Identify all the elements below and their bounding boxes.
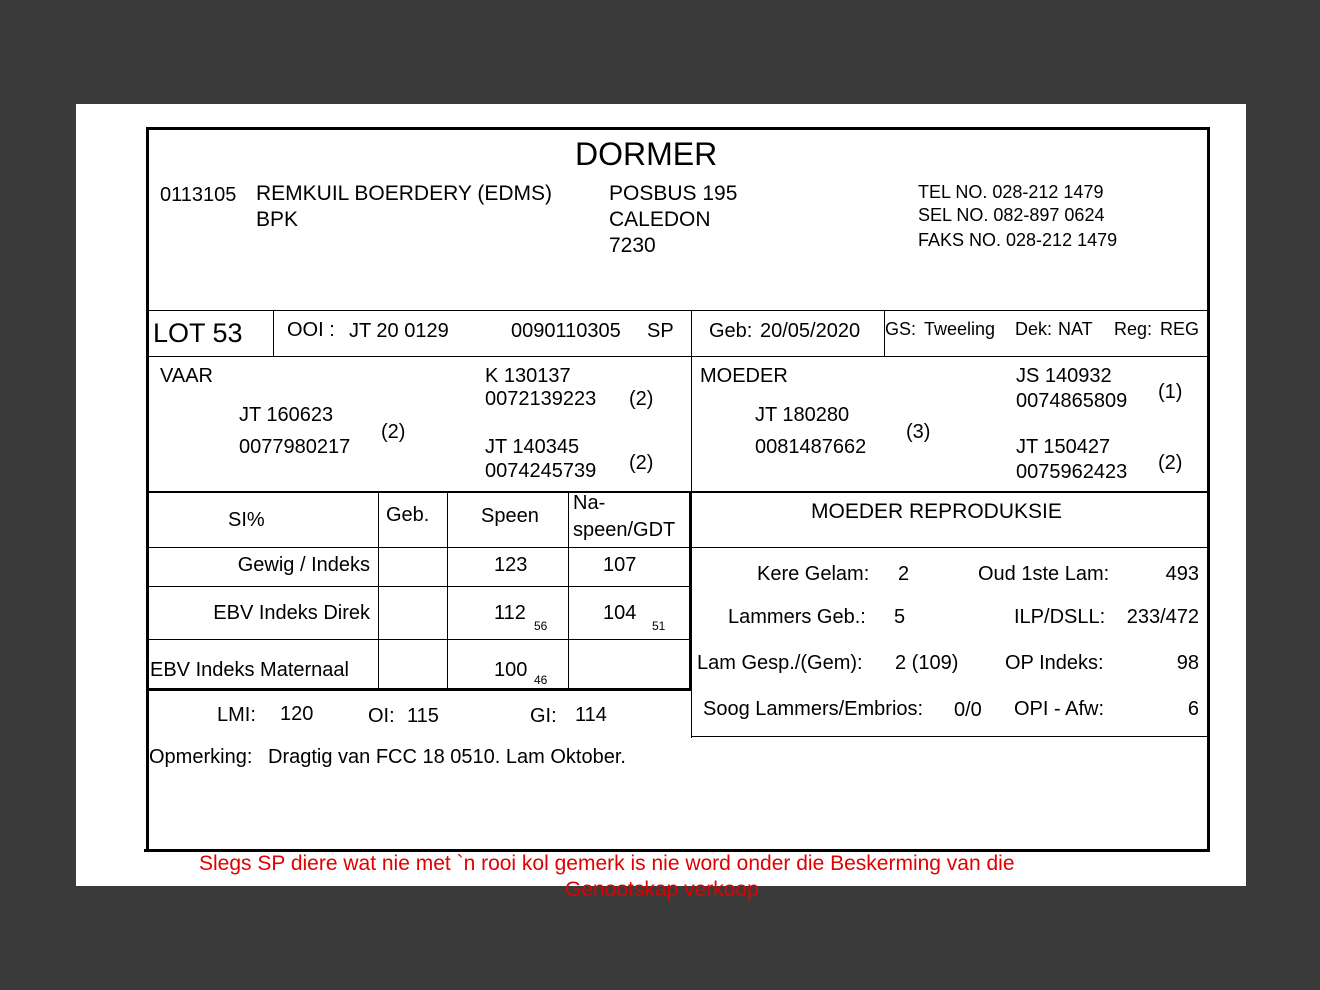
si-col-speen-line — [447, 493, 448, 689]
opi-afw-value: 6 — [1187, 698, 1199, 720]
vaar-sire-id: K 130137 — [485, 365, 571, 387]
si-row-label: EBV Indeks Maternaal — [150, 659, 349, 681]
frame-left — [146, 127, 149, 851]
moeder-id: JT 180280 — [755, 404, 850, 426]
si-row-naspeen-value: 104 — [603, 602, 637, 624]
si-col-naspeen-line — [568, 493, 569, 689]
lam-gesp-value: 2 (109) — [895, 652, 959, 674]
vaar-registration: 0077980217 — [239, 436, 351, 458]
oi-label: OI: — [368, 705, 395, 727]
ilp-dsll-value: 233/472 — [1126, 606, 1199, 628]
geb-label: Geb: — [709, 320, 753, 342]
moeder-sire-id: JS 140932 — [1016, 365, 1112, 387]
op-indeks-value: 98 — [1176, 652, 1199, 674]
si-row-naspeen-accuracy: 51 — [652, 619, 666, 633]
address-line-1: POSBUS 195 — [609, 182, 738, 205]
moeder-registration: 0081487662 — [755, 436, 867, 458]
geb-date: 20/05/2020 — [760, 320, 861, 342]
si-row-1-line — [148, 586, 691, 587]
faks-number: FAKS NO. 028-212 1479 — [918, 230, 1118, 250]
speen-column-header: Speen — [481, 505, 539, 527]
vaar-id: JT 160623 — [239, 404, 334, 426]
vaar-dam-id: JT 140345 — [485, 436, 580, 458]
repro-title: MOEDER REPRODUKSIE — [811, 500, 1062, 523]
vaar-sire-count: (2) — [629, 388, 654, 410]
vaar-count: (2) — [381, 421, 406, 443]
si-table-right-border — [689, 491, 692, 690]
vaar-dam-registration: 0074245739 — [485, 460, 597, 482]
si-row-label: Gewig / Indeks — [237, 554, 370, 576]
ilp-dsll-label: ILP/DSLL: — [1014, 606, 1106, 628]
si-row-naspeen-value: 107 — [603, 554, 637, 576]
protection-warning-line-2: Genootskap verkoop — [565, 878, 759, 901]
si-row-speen-value: 123 — [494, 554, 528, 576]
reg-value: REG — [1160, 319, 1200, 339]
lot-divider — [273, 310, 274, 356]
naspeen-column-header-line-2: speen/GDT — [573, 519, 676, 541]
dek-value: NAT — [1058, 319, 1093, 339]
geb-column-header: Geb. — [386, 504, 430, 526]
soog-lammers-label: Soog Lammers/Embrios: — [703, 698, 924, 720]
si-row-speen-accuracy: 46 — [534, 673, 548, 687]
ooi-class: SP — [647, 320, 674, 342]
si-row-2-line — [148, 639, 691, 640]
breed-title: DORMER — [575, 136, 718, 172]
moeder-count: (3) — [906, 421, 931, 443]
naspeen-column-header-line-1: Na- — [573, 492, 606, 514]
si-row-speen-value: 100 — [494, 659, 528, 681]
moeder-sire-registration: 0074865809 — [1016, 390, 1128, 412]
lmi-value: 120 — [280, 703, 314, 725]
opi-afw-label: OPI - Afw: — [1014, 698, 1105, 720]
op-indeks-label: OP Indeks: — [1005, 652, 1104, 674]
moeder-label: MOEDER — [700, 365, 788, 387]
reg-label: Reg: — [1114, 319, 1153, 339]
remarks-text: Dragtig van FCC 18 0510. Lam Oktober. — [268, 746, 626, 768]
address-line-2: CALEDON — [609, 208, 711, 231]
si-row-label: EBV Indeks Direk — [213, 602, 370, 624]
si-row-speen-value: 112 — [494, 602, 526, 624]
si-header-line — [148, 547, 1208, 548]
gs-label: GS: — [885, 319, 917, 339]
moeder-dam-count: (2) — [1158, 452, 1183, 474]
tel-number: TEL NO. 028-212 1479 — [918, 182, 1104, 202]
si-table-bottom-border — [148, 688, 691, 691]
lammers-geb-label: Lammers Geb.: — [728, 606, 866, 628]
ooi-id: JT 20 0129 — [349, 320, 449, 342]
moeder-dam-id: JT 150427 — [1016, 436, 1111, 458]
lot-row-top-line — [148, 310, 1208, 311]
index-row-bottom-line — [691, 736, 1208, 737]
moeder-dam-registration: 0075962423 — [1016, 461, 1128, 483]
vaar-sire-registration: 0072139223 — [485, 388, 597, 410]
vaar-dam-count: (2) — [629, 452, 654, 474]
vaar-label: VAAR — [160, 365, 213, 387]
gi-label: GI: — [530, 705, 557, 727]
si-row-speen-accuracy: 56 — [534, 619, 548, 633]
moeder-sire-count: (1) — [1158, 381, 1183, 403]
kere-gelam-value: 2 — [898, 563, 910, 585]
gs-value: Tweeling — [924, 319, 996, 339]
lmi-label: LMI: — [217, 704, 256, 726]
gi-value: 114 — [575, 704, 607, 726]
oud-1ste-lam-value: 493 — [1165, 563, 1199, 585]
ooi-registration: 0090110305 — [511, 320, 621, 342]
owner-name-line-2: BPK — [256, 208, 299, 231]
pedigree-bottom-line — [148, 491, 1208, 493]
owner-id: 0113105 — [160, 184, 237, 206]
si-col-geb-line — [378, 493, 379, 689]
frame-top — [146, 127, 1210, 130]
remarks-label: Opmerking: — [149, 746, 253, 768]
owner-name-line-1: REMKUIL BOERDERY (EDMS) — [256, 182, 552, 205]
sel-number: SEL NO. 082-897 0624 — [918, 205, 1105, 225]
kere-gelam-label: Kere Gelam: — [757, 563, 870, 585]
lam-gesp-label: Lam Gesp./(Gem): — [697, 652, 863, 674]
soog-lammers-value: 0/0 — [954, 699, 982, 721]
lot-number: LOT 53 — [153, 318, 243, 348]
lot-row-bottom-line — [148, 356, 1208, 357]
dek-label: Dek: — [1015, 319, 1053, 339]
oud-1ste-lam-label: Oud 1ste Lam: — [978, 563, 1110, 585]
lammers-geb-value: 5 — [894, 606, 906, 628]
frame-right — [1207, 127, 1210, 852]
protection-warning-line-1: Slegs SP diere wat nie met `n rooi kol gemerk is nie word onder die Beskerming van die — [199, 852, 1015, 875]
ooi-label: OOI : — [287, 319, 335, 341]
catalogue-card — [76, 104, 1246, 901]
si-header-label: SI% — [228, 509, 265, 531]
oi-value: 115 — [407, 705, 439, 727]
geb-divider — [691, 310, 692, 358]
address-line-3: 7230 — [609, 234, 656, 257]
